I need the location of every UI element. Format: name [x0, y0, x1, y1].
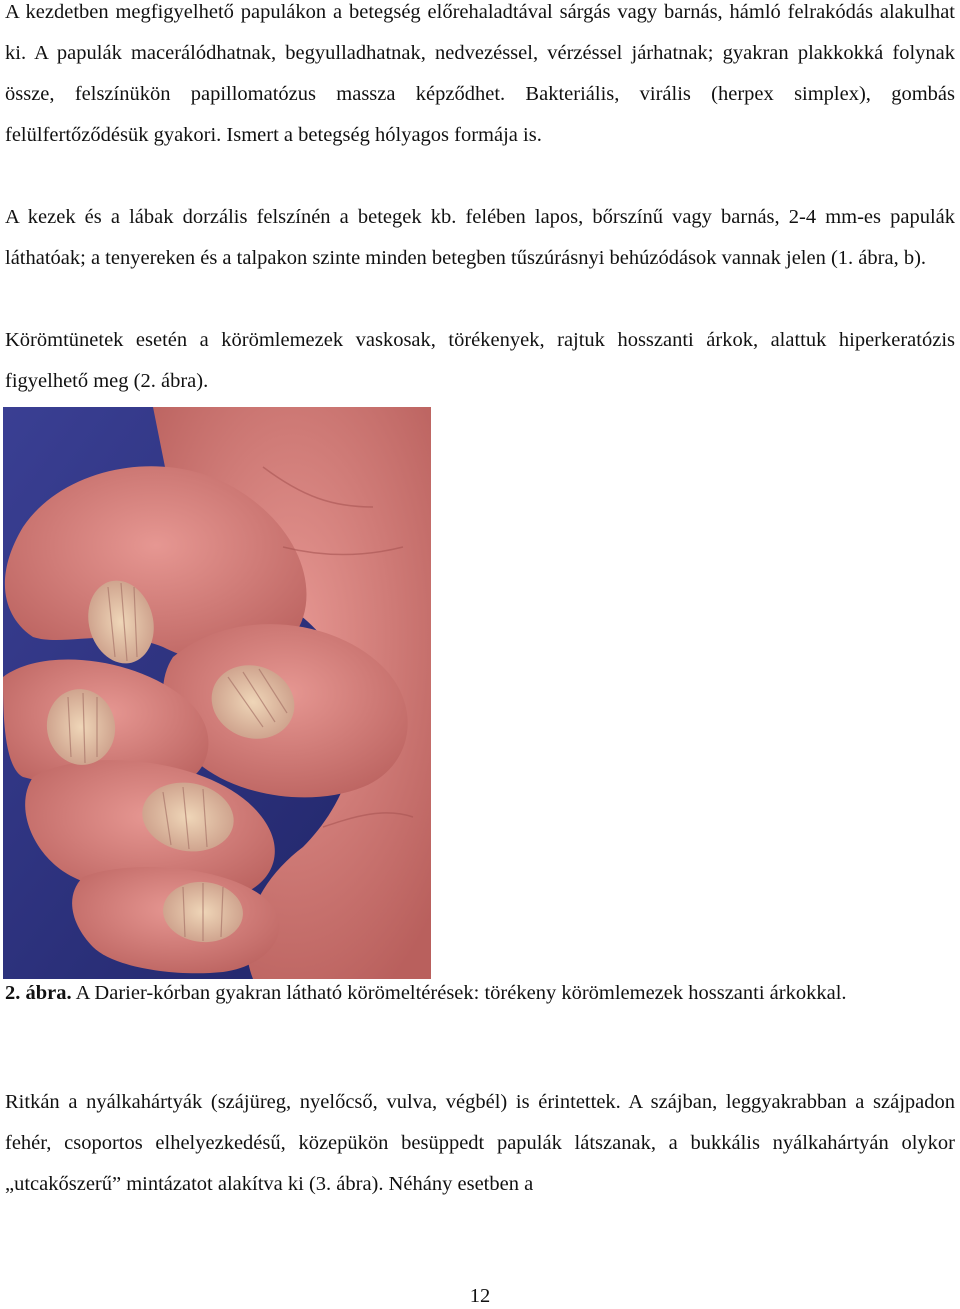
paragraph-hands-feet: A kezek és a lábak dorzális felszínén a betegek kb. felében lapos, bőrszínű vagy barnás, 2-4 mm-es papulák láthatóak; a tenyereken és a talpakon szinte minden betegben tűszúrásnyi behúzódások vannak jelen (1. ábra, b). [5, 206, 955, 269]
nail-photo-figure [3, 407, 431, 979]
nail-photo-illustration [3, 407, 431, 979]
figure-caption [5, 973, 955, 1014]
figure-caption-text: A Darier-kórban gyakran látható körömeltérések: törékeny körömlemezek hosszanti árkokkal. [71, 982, 847, 1004]
page-number: 12 [469, 1285, 491, 1307]
paragraph-nail-symptoms: Körömtünetek esetén a körömlemezek vaskosak, törékenyek, rajtuk hosszanti árkok, alattuk hiperkeratózis figyelhető meg (2. ábra). [5, 329, 955, 392]
figure-caption-label: 2. ábra. [5, 982, 72, 1004]
paragraph-papules: A kezdetben megfigyelhető papulákon a betegség előrehaladtával sárgás vagy barnás, hámló felrakódás alakulhat ki. A papulák macerálódhatnak, begyulladhatnak, nedvezéssel, vérzéssel járhatnak; gyakran plakkokká folynak össze, felszínükön papillomatózus massza képződhet. Bakteriális, virális (herpex simplex), gombás felülfertőződésük gyakori. Ismert a betegség hólyagos formája is. [5, 1, 955, 146]
paragraph-mucosa: Ritkán a nyálkahártyák (szájüreg, nyelőcső, vulva, végbél) is érintettek. A szájban, leggyakrabban a szájpadon fehér, csoportos elhelyezkedésű, közepükön besüppedt papulák látszanak, a bukkális nyálkahártyán olykor „utcakőszerű” mintázatot alakítva ki (3. ábra). Néhány esetben a [5, 1091, 955, 1195]
